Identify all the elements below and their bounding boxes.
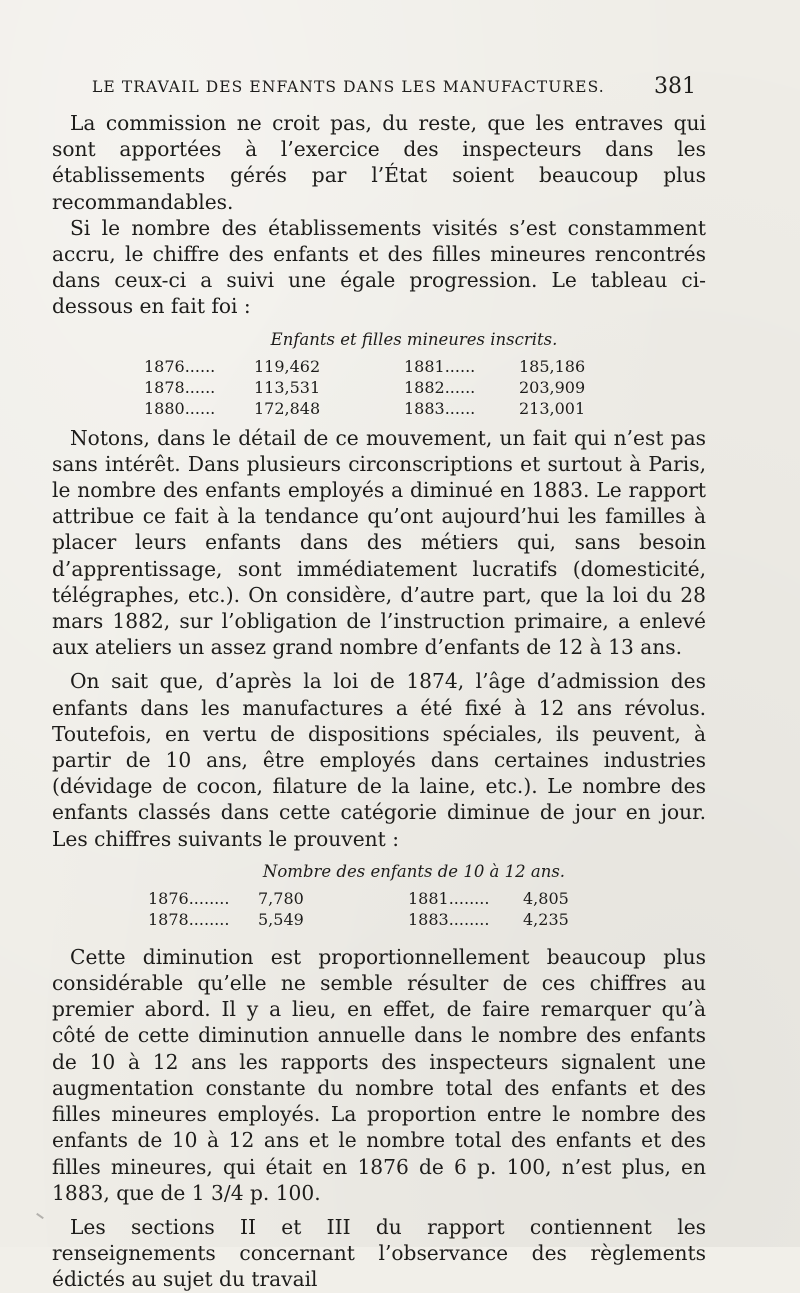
body-text: [52, 110, 706, 1293]
table-cell-year: 1876......: [144, 356, 216, 376]
table-cell-value: 113,531: [254, 377, 321, 397]
running-header: [92, 74, 696, 104]
table-cell-year: 1878........: [148, 909, 230, 929]
table-cell-year: 1883........: [408, 909, 490, 929]
chapter-title: LE TRAVAIL DES ENFANTS DANS LES MANUFACTURES.: [92, 78, 605, 96]
table-cell-value: 4,235: [523, 909, 569, 929]
table-2-title: Nombre des enfants de 10 à 12 ans.: [262, 861, 566, 881]
table-cell-year: 1876........: [148, 888, 230, 908]
paragraph-2: Si le nombre des établissements visités s’est constamment accru, le chiffre des enfants et des filles mineures rencontrés dans ceux-ci a suivi une égale progression. Le tableau ci-dessous en fait foi :: [52, 215, 706, 319]
page-number: 381: [654, 74, 696, 99]
table-cell-year: 1881......: [404, 356, 476, 376]
table-cell-year: 1882......: [404, 377, 476, 397]
paragraph-1: La commission ne croit pas, du reste, que les entraves qui sont apportées à l’exercice des inspecteurs dans les établissements gérés par l’État soient beaucoup plus recommandables.: [52, 111, 706, 214]
table-cell-value: 119,462: [254, 356, 321, 376]
paragraph-6: Les sections II et III du rapport contiennent les renseignements concernant l’observance des règlements édictés au sujet du travail: [52, 1214, 706, 1292]
table-cell-value: 203,909: [519, 377, 586, 397]
table-cell-value: 5,549: [258, 909, 304, 929]
table-1-title: Enfants et filles mineures inscrits.: [270, 329, 558, 349]
table-cell-year: 1878......: [144, 377, 216, 397]
table-row: [148, 909, 623, 930]
scan-mark: [36, 1213, 44, 1219]
paragraph-4: On sait que, d’après la loi de 1874, l’âge d’admission des enfants dans les manufactures a été fixé à 12 ans révolus. Toutefois, en vertu de dispositions spéciales, ils peuvent, à partir de 10 ans, être employés dans certaines industries (dévidage de cocon, filature de la laine, etc.). Le nombre des enfants classés dans cette catégorie diminue de jour en jour. Les chiffres suivants le prouvent :: [52, 669, 706, 851]
paragraph-5: Cette diminution est proportionnellement beaucoup plus considérable qu’elle ne semble résulter de ces chiffres au premier abord. Il y a lieu, en effet, de faire remarquer qu’à côté de cette diminution annuelle dans le nombre des enfants de 10 à 12 ans les rapports des inspecteurs signalent une augmentation constante du nombre total des enfants et des filles mineures employés. La proportion entre le nombre des enfants de 10 à 12 ans et le nombre total des enfants et des filles mineures, qui était en 1876 de 6 p. 100, n’est plus, en 1883, que de 1 3/4 p. 100.: [52, 944, 706, 1205]
table-row: [144, 377, 619, 398]
table-row: [148, 888, 623, 909]
table-1: [144, 356, 619, 419]
table-cell-year: 1883......: [404, 398, 476, 418]
table-row: [144, 398, 619, 419]
table-cell-value: 185,186: [519, 356, 586, 376]
table-cell-year: 1880......: [144, 398, 216, 418]
table-row: [144, 356, 619, 377]
table-cell-year: 1881........: [408, 888, 490, 908]
table-cell-value: 213,001: [519, 398, 586, 418]
paragraph-3: Notons, dans le détail de ce mouvement, un fait qui n’est pas sans intérêt. Dans plusieurs circonscriptions et surtout à Paris, le nombre des enfants employés a diminué en 1883. Le rapport attribue ce fait à la tendance qu’ont aujourd’hui les familles à placer leurs enfants dans des métiers qui, sans besoin d’apprentissage, sont immédiatement lucratifs (domesticité, télégraphes, etc.). On considère, d’autre part, que la loi du 28 mars 1882, sur l’obligation de l’instruction primaire, a enlevé aux ateliers un assez grand nombre d’enfants de 12 à 13 ans.: [52, 425, 706, 660]
table-2: [148, 888, 623, 930]
table-cell-value: 172,848: [254, 398, 321, 418]
table-cell-value: 4,805: [523, 888, 569, 908]
table-cell-value: 7,780: [258, 888, 304, 908]
